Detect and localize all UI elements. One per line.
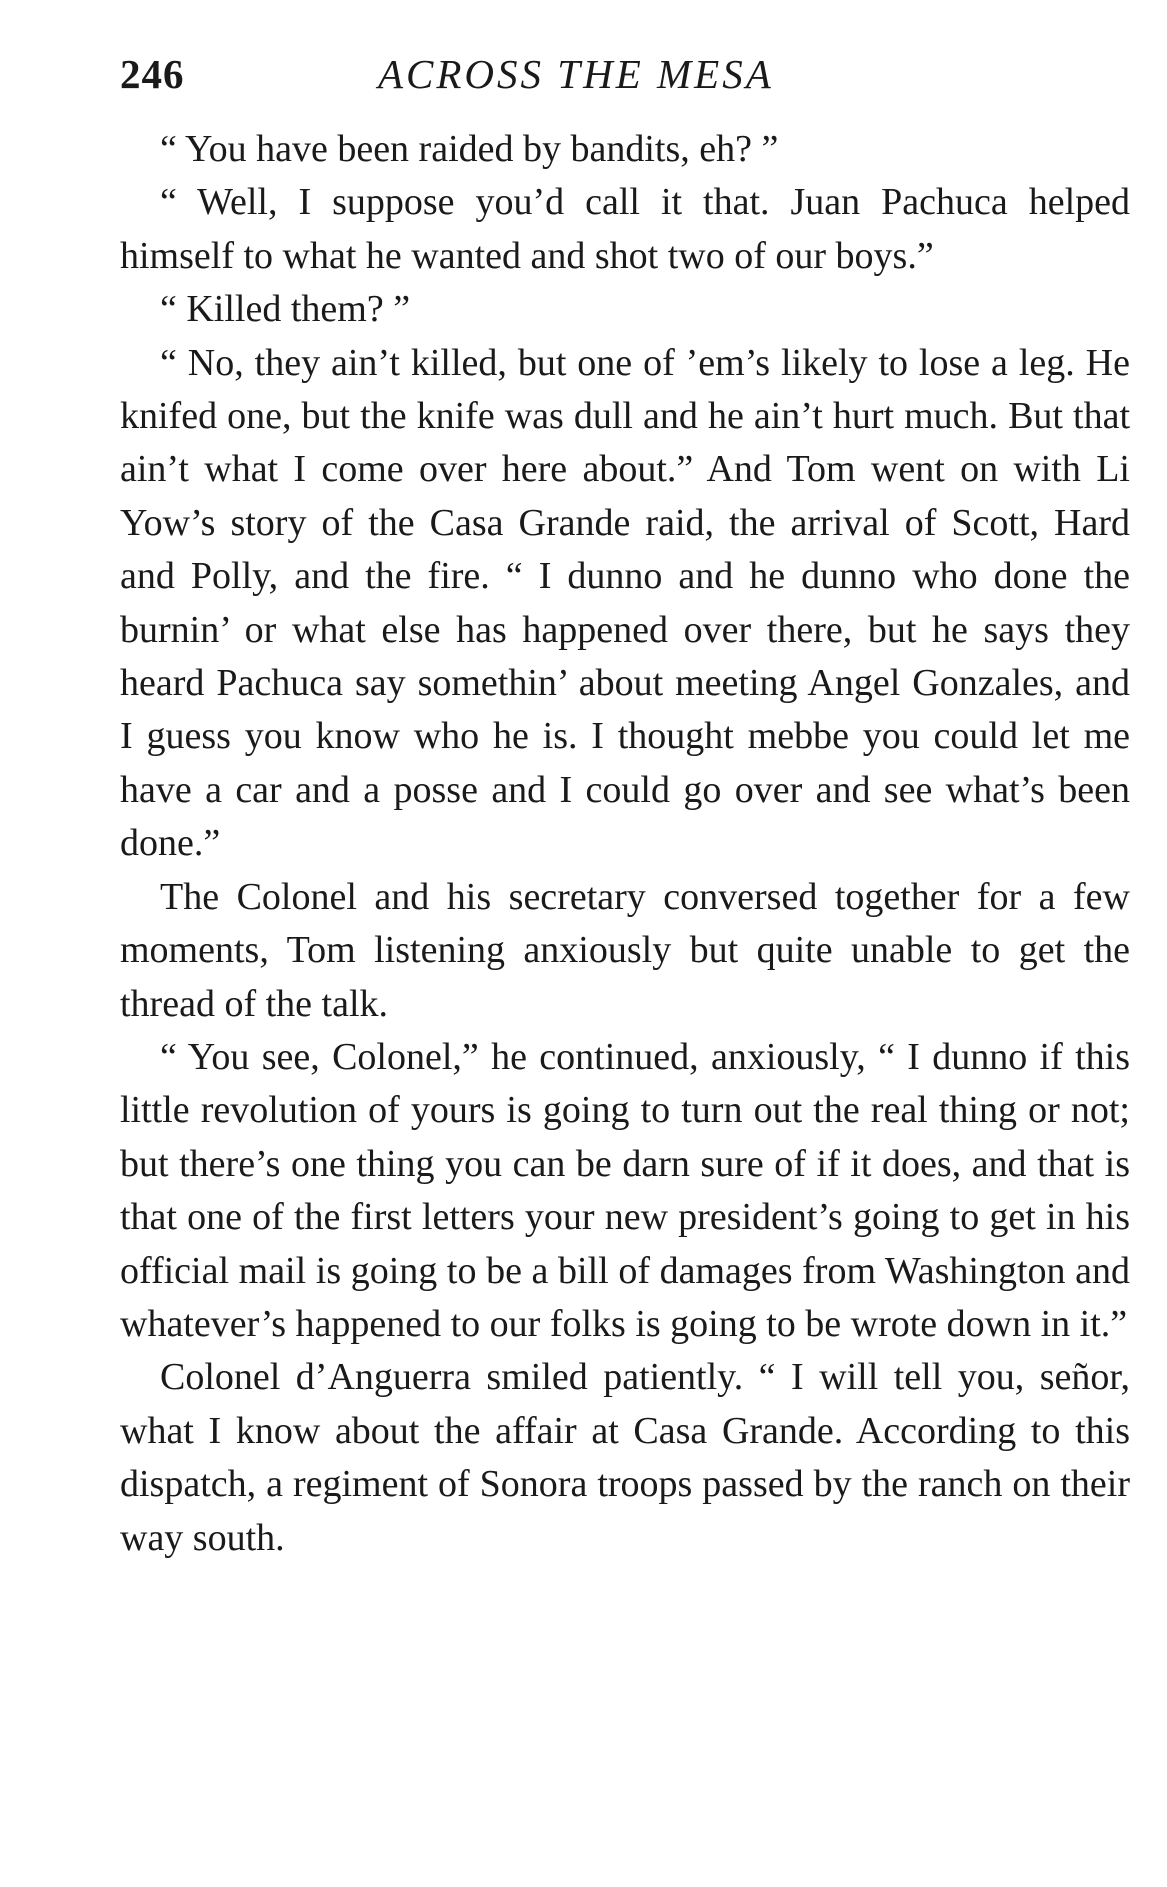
paragraph: “ You see, Colonel,” he continued, anxiously, “ I dunno if this little revolution of yours is going to turn out the real thing or not; but there’s one thing you can be darn sure of if it does, and that is that one of the first letters your new president’s going to get in his official mail is going to be a bill of damages from Washington and whatever’s happened to our folks is going to be wrote down in it.” bbox=[120, 1035, 1130, 1345]
page-number: 246 bbox=[120, 51, 185, 97]
paragraph: “ No, they ain’t killed, but one of ’em’s likely to lose a leg. He knifed one, but the knife was dull and he ain’t hurt much. But that ain’t what I come over here about.” And Tom went on with Li Yow’s story of the Casa Grande raid, the arrival of Scott, Hard and Polly, and the fire. “ I dunno and he dunno who done the burnin’ or what else has happened over there, but he says they heard Pachuca say somethin’ about meeting Angel Gonzales, and I guess you know who he is. I thought mebbe you could let me have a car and a posse and I could go over and see what’s been done.” bbox=[120, 341, 1130, 865]
paragraph: “ Killed them? ” bbox=[160, 288, 411, 331]
paragraph: Colonel d’Anguerra smiled patiently. “ I will tell you, señor, what I know about the affair at Casa Grande. According to this dispatch, a regiment of Sonora troops passed by the ranch on their way south. bbox=[120, 1356, 1130, 1559]
running-title: ACROSS THE MESA bbox=[378, 51, 774, 97]
paragraph: “ Well, I suppose you’d call it that. Juan Pachuca helped himself to what he wanted and shot two of our boys.” bbox=[120, 181, 1130, 277]
running-head bbox=[120, 44, 1130, 104]
paragraph: The Colonel and his secretary conversed together for a few moments, Tom listening anxiously but quite unable to get the thread of the talk. bbox=[120, 875, 1130, 1025]
paragraph: “ You have been raided by bandits, eh? ” bbox=[160, 128, 779, 170]
body-text bbox=[120, 123, 1130, 1565]
